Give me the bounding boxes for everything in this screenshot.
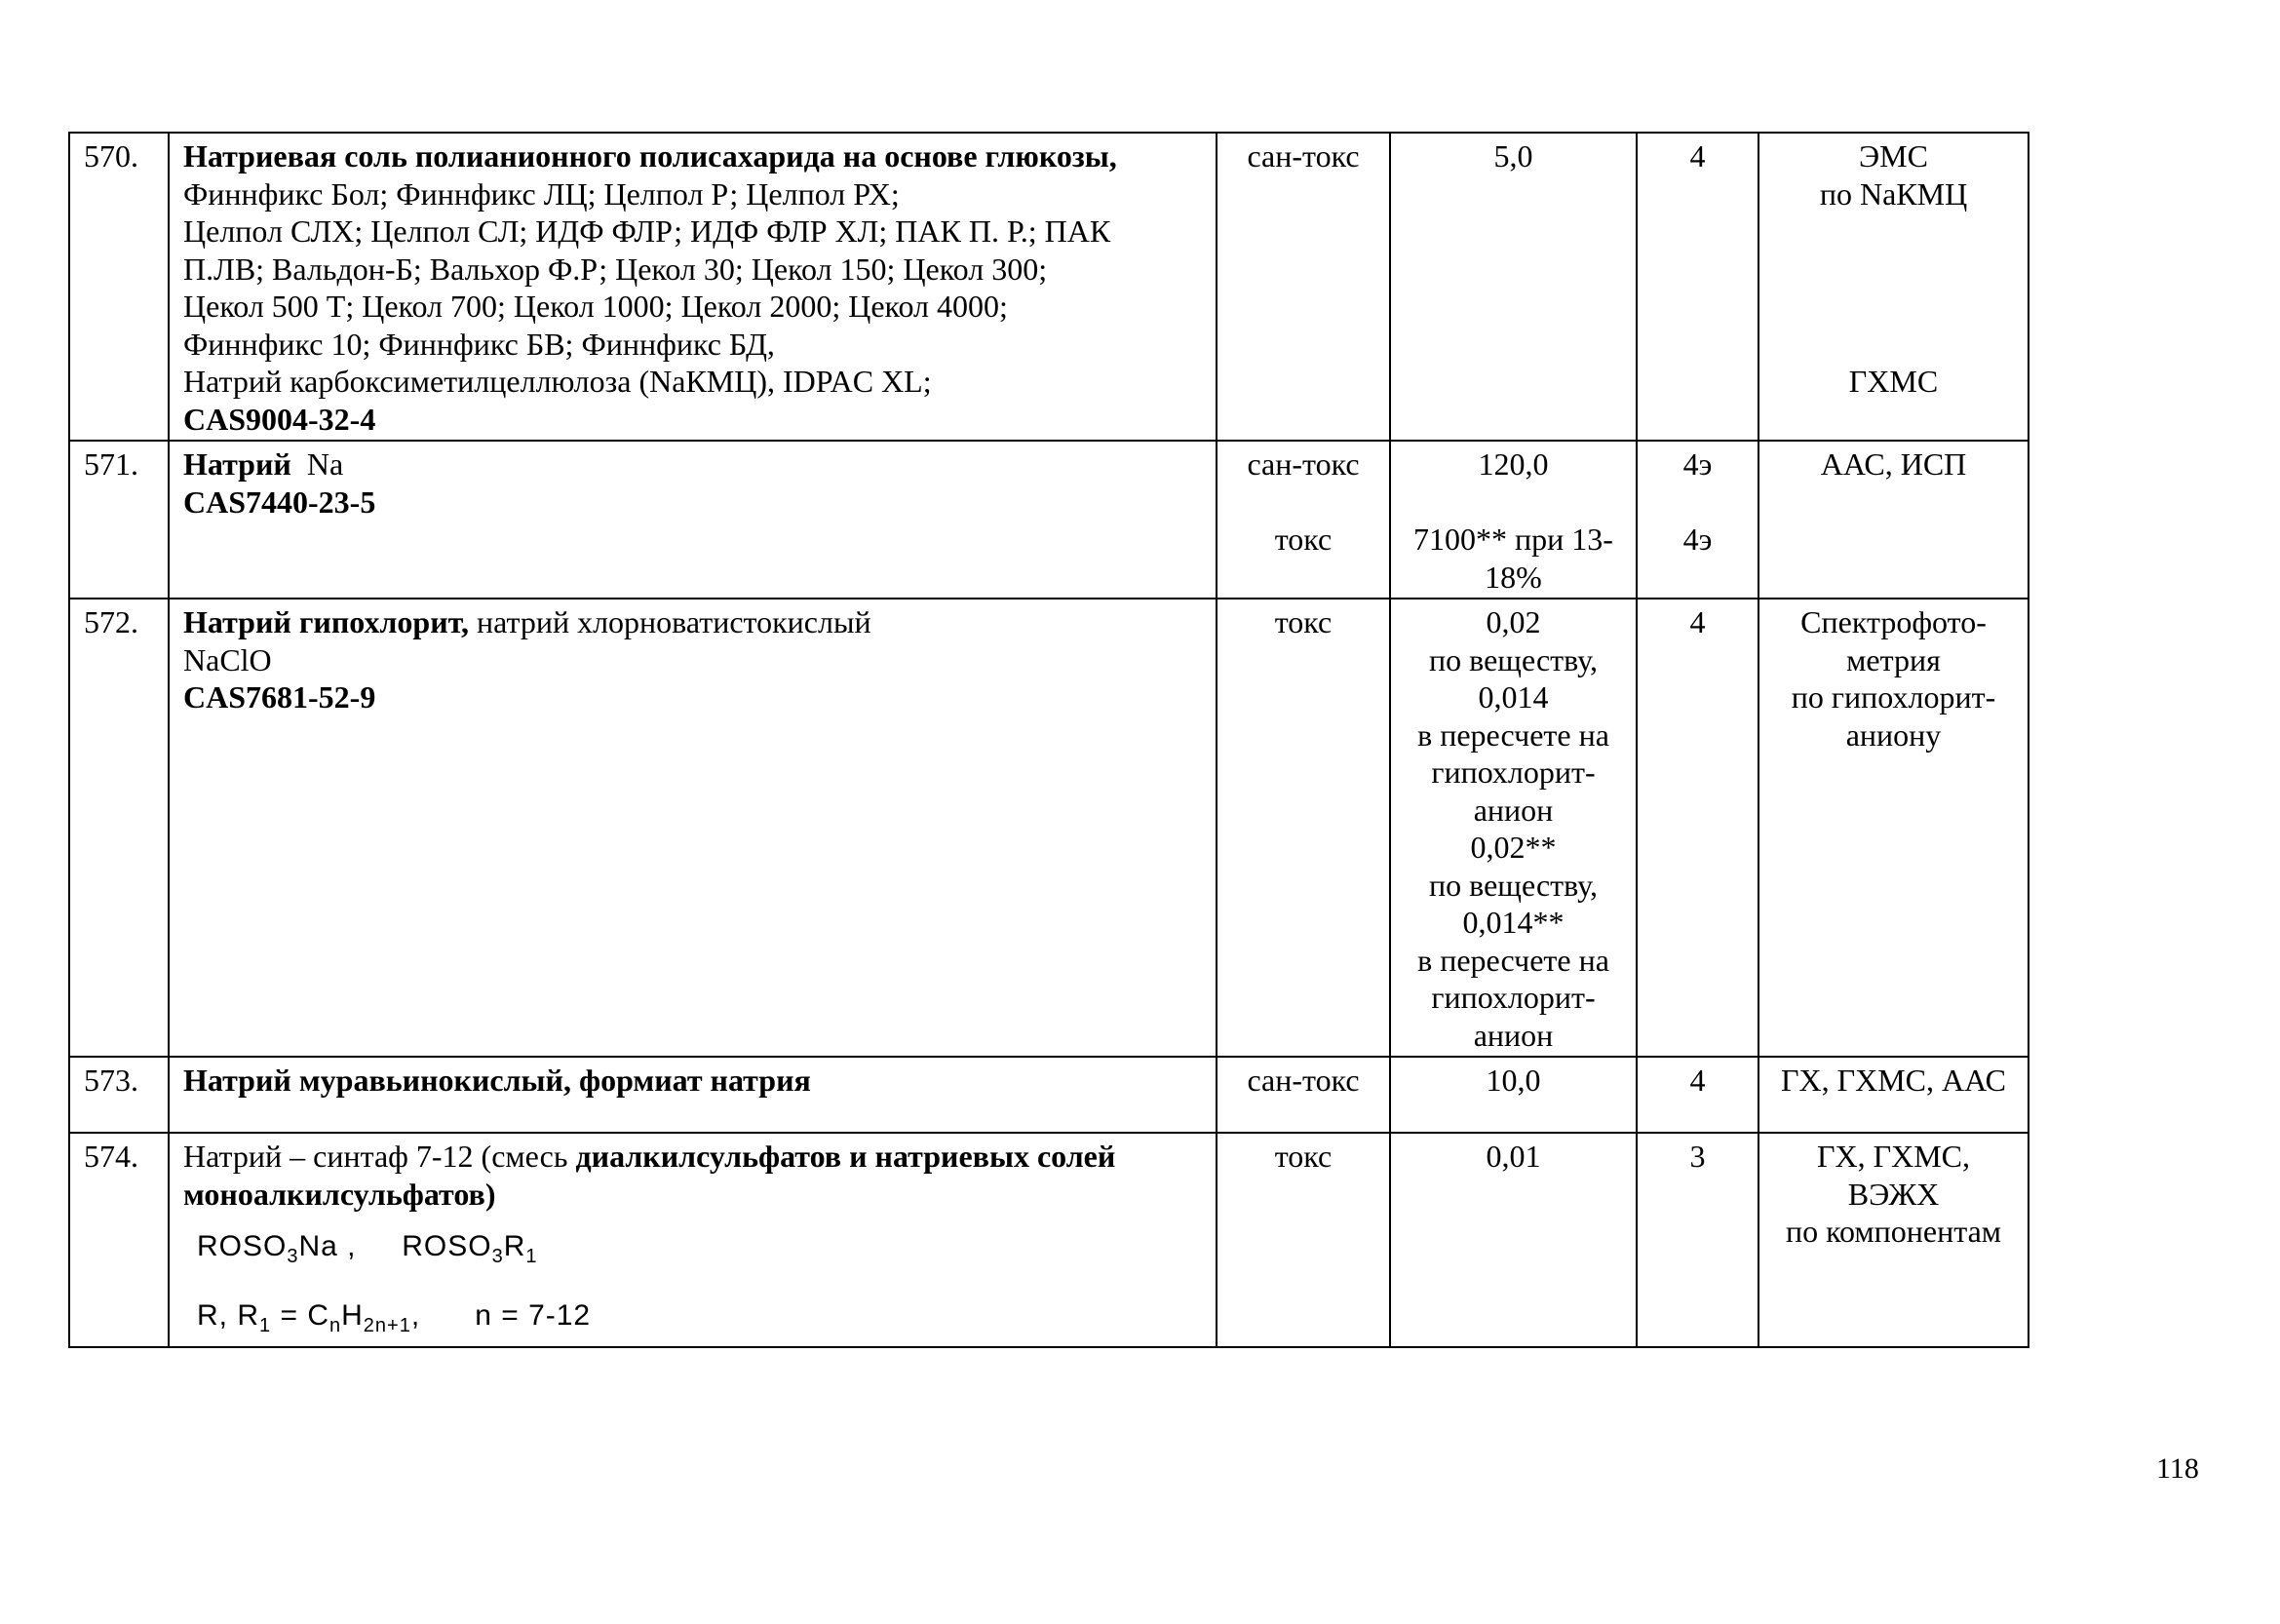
concentration-value: 18% <box>1485 559 1542 595</box>
limiting-indicator: сан-токс <box>1217 1057 1390 1133</box>
substance-name: Натрий муравьинокислый, формиат натрия <box>169 1057 1217 1133</box>
limiting-indicator: сан-токс <box>1217 133 1390 441</box>
substance-name-bold: моноалкилсульфатов) <box>183 1176 496 1212</box>
method-line: Спектрофото- <box>1800 604 1987 639</box>
concentration-line: по веществу, <box>1429 867 1598 903</box>
synonym-line: Натрий карбоксиметилцеллюлоза (NaКМЦ), IDPAC XL; <box>183 364 932 399</box>
concentration-line: 0,02 <box>1486 604 1541 639</box>
row-number: 571. <box>69 441 169 599</box>
analysis-method-cell <box>1758 599 2029 1057</box>
method-line: ГХ, ГХМС, <box>1816 1139 1970 1174</box>
concentration-line: в пересчете на <box>1417 942 1609 978</box>
hazard-class: 4 <box>1637 1057 1758 1133</box>
analysis-method-cell <box>1758 1133 2029 1347</box>
chemical-formula: NaClO <box>183 641 272 677</box>
row-number: 572. <box>69 599 169 1057</box>
cas-number: CAS9004-32-4 <box>183 401 376 437</box>
substance-name: Натрий – синтаф 7-12 (смесь <box>183 1139 576 1174</box>
concentration-value: 5,0 <box>1390 133 1637 441</box>
table-row-570 <box>69 133 2029 441</box>
concentration-line: 0,02** <box>1470 830 1557 865</box>
chemical-formula: Na <box>306 446 344 482</box>
hazard-class: 4э <box>1682 446 1713 482</box>
concentration-cell <box>1390 599 1637 1057</box>
method-line: аниону <box>1845 716 1942 753</box>
substance-name: Натрий <box>183 446 291 482</box>
hazard-class: 4э <box>1682 522 1713 557</box>
row-number: 570. <box>69 133 169 441</box>
table-row-574 <box>69 1133 2029 1347</box>
substance-name: Натриевая соль полианионного полисахарида на основе глюкозы, <box>183 138 1117 174</box>
concentration-line: по веществу, <box>1429 641 1598 677</box>
method-line: ЭМС <box>1859 138 1928 174</box>
concentration-line: анион <box>1473 792 1554 828</box>
formula-definition: R, $R_1 = C_nH_{2n+1}$, n = 7-12 <box>197 1298 592 1336</box>
synonym-line: Финнфикс Бол; Финнфикс ЛЦ; Целпол Р; Целпол РХ; <box>183 175 900 212</box>
table-row-571 <box>69 441 2029 599</box>
synonym: натрий хлорноватистокислый <box>468 604 871 639</box>
chemical-formula: $ROSO_3Na$ , $ROSO_3R_1$ <box>197 1230 538 1267</box>
method-line: по NaКМЦ <box>1819 175 1968 212</box>
analysis-method: ГХ, ГХМС, ААС <box>1758 1057 2029 1133</box>
method-line: ГХМС <box>1848 364 1939 399</box>
concentration-line: в пересчете на <box>1417 716 1609 753</box>
method-line: метрия <box>1846 641 1941 677</box>
synonym-line: Целпол СЛХ; Целпол СЛ; ИДФ ФЛР; ИДФ ФЛР ХЛ; ПАК П. Р.; ПАК <box>183 213 1111 249</box>
concentration-line: анион <box>1473 1017 1554 1053</box>
concentration-line: гипохлорит- <box>1431 980 1596 1015</box>
row-number: 573. <box>69 1057 169 1133</box>
synonym-line: П.ЛВ; Вальдон-Б; Вальхор Ф.Р; Цекол 30; Цекол 150; Цекол 300; <box>183 251 1048 287</box>
method-line: по гипохлорит- <box>1791 679 1996 715</box>
hazard-class: 4 <box>1637 133 1758 441</box>
hazard-class: 3 <box>1637 1133 1758 1347</box>
limiting-indicator: токс <box>1217 1133 1390 1347</box>
substance-name-cell <box>169 599 1217 1057</box>
method-line: по компонентам <box>1785 1214 2002 1249</box>
analysis-method: ААС, ИСП <box>1758 441 2029 599</box>
table-row-572 <box>69 599 2029 1057</box>
cas-number: CAS7681-52-9 <box>183 679 376 715</box>
row-number: 574. <box>69 1133 169 1347</box>
synonym-line: Цекол 500 Т; Цекол 700; Цекол 1000; Цекол 2000; Цекол 4000; <box>183 289 1008 324</box>
concentration-line: гипохлорит- <box>1431 754 1596 790</box>
concentration-value: 120,0 <box>1478 446 1549 482</box>
substances-table <box>68 132 2029 1348</box>
substance-name-cell <box>169 1133 1217 1347</box>
limiting-indicator-cell <box>1217 441 1390 599</box>
hazard-class: 4 <box>1637 599 1758 1057</box>
concentration-cell <box>1390 441 1637 599</box>
synonym-line: Финнфикс 10; Финнфикс БВ; Финнфикс БД, <box>183 326 775 362</box>
limiting-indicator: сан-токс <box>1247 446 1360 482</box>
limiting-indicator: токс <box>1274 522 1333 557</box>
substance-name-cell <box>169 133 1217 441</box>
method-line: ВЭЖХ <box>1847 1176 1940 1212</box>
concentration-value: 10,0 <box>1390 1057 1637 1133</box>
concentration-value: 7100** при 13- <box>1413 522 1613 557</box>
concentration-line: 0,014 <box>1478 679 1549 715</box>
table-row-573 <box>69 1057 2029 1133</box>
analysis-method-cell <box>1758 133 2029 441</box>
cas-number: CAS7440-23-5 <box>183 483 376 520</box>
concentration-line: 0,014** <box>1462 905 1565 940</box>
limiting-indicator: токс <box>1217 599 1390 1057</box>
substance-name: Натрий гипохлорит, <box>183 604 469 639</box>
page-number: 118 <box>2156 1452 2199 1485</box>
substance-name-bold: диалкилсульфатов и натриевых солей <box>575 1139 1116 1174</box>
hazard-class-cell <box>1637 441 1758 599</box>
concentration-value: 0,01 <box>1390 1133 1637 1347</box>
substance-name-cell <box>169 441 1217 599</box>
